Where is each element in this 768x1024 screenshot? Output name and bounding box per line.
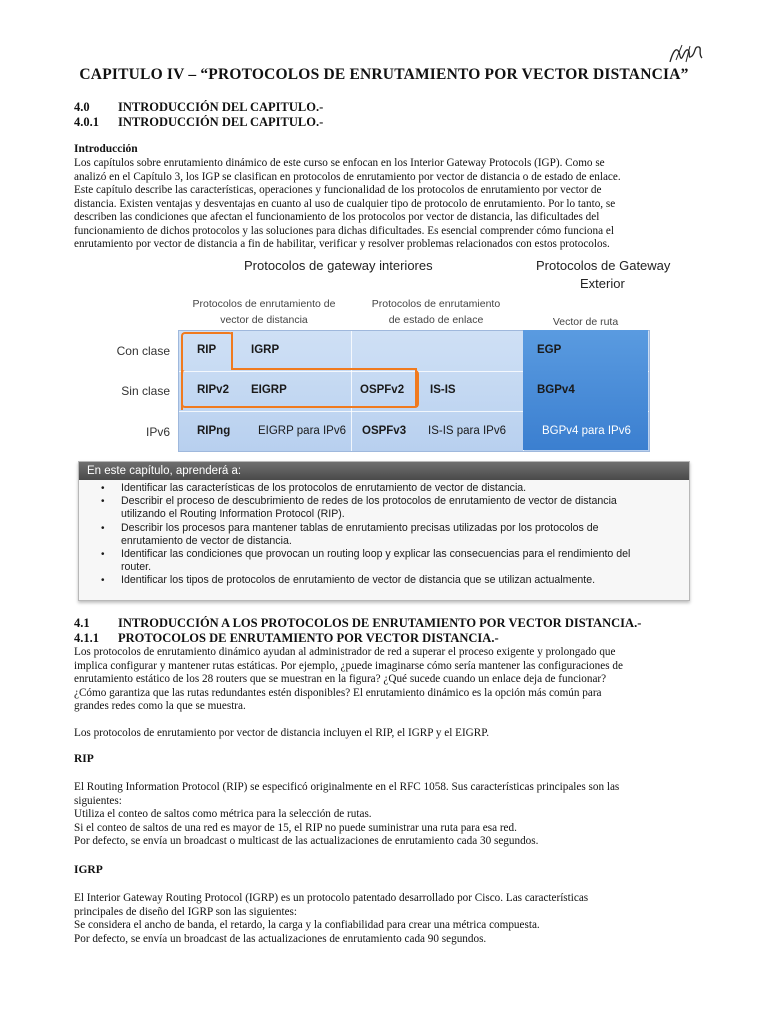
rip-paragraph: El Routing Information Protocol (RIP) se especificó originalmente en el RFC 1058. Sus características principales son las siguientes: Utiliza el conteo de saltos como métrica para la selección de rutas. Si el conteo de saltos de una red es mayor de 15, el RIP no puede suministrar una ruta para esa red. Por defecto, se envía un broadcast o multicast de las actualizaciones de enrutamiento cada 30 segundos.: [74, 781, 620, 847]
cell-bgpv4: BGPv4: [537, 384, 575, 396]
routing-protocols-diagram: [100, 256, 680, 456]
interior-gateway-title: Protocolos de gateway interiores: [244, 258, 433, 273]
cell-isis-ipv6: IS-IS para IPv6: [428, 425, 506, 437]
row-classful-label: Con clase: [116, 344, 170, 358]
section-4-1-heading: 4.1 INTRODUCCIÓN A LOS PROTOCOLOS DE ENRUTAMIENTO POR VECTOR DISTANCIA.-: [74, 616, 642, 630]
cell-egp: EGP: [537, 344, 562, 356]
exterior-gateway-title-line2: Exterior: [580, 276, 625, 291]
paragraph-dynamic-routing: Los protocolos de enrutamiento dinámico ayudan al administrador de red a superar el proceso exigente y prolongado que implica configurar y mantener rutas estáticas. Por ejemplo, ¿puede imaginarse cómo sería mantener las configuraciones de enrutamiento estático de los 28 routers que se muestran en la figura? ¿Qué sucede cuando un enlace deja de funcionar? ¿Cómo garantiza que las rutas redundantes estén disponibles? El enrutamiento dinámico es la opción más común para grandes redes como la que se muestra.: [74, 646, 623, 712]
row-ipv6-label: IPv6: [145, 425, 170, 439]
cell-ripng: RIPng: [197, 425, 231, 437]
objective-item: • Identificar las características de los protocolos de enrutamiento de vector de distancia.: [121, 482, 689, 495]
paragraph-dv-protocols: Los protocolos de enrutamiento por vector de distancia incluyen el RIP, el IGRP y el EIGRP.: [74, 727, 489, 739]
intro-paragraph: Los capítulos sobre enrutamiento dinámico de este curso se enfocan en los Interior Gateway Protocols (IGP). Como se analizó en el Capítulo 3, los IGP se clasifican en protocolos de enrutamiento por vector de distancia o de estado de enlace. Este capítulo describe las características, operaciones y funcionalidad de los protocolos de enrutamiento por vector de distancia. Existen ventajas y desventajas en cuanto al uso de cualquier tipo de protocolo de enrutamiento. Por lo tanto, se describen las condiciones que afectan el funcionamiento de los protocolos por vector de distancia, las dificultades del funcionamiento de dichos protocolos y las soluciones para dichas dificultades. Es esencial comprender cómo funciona el enrutamiento por vector de distancia a fin de habilitar, verificar y resolver problemas relacionados con estos protocolos.: [74, 157, 621, 250]
column-path-vector-header: Vector de ruta: [552, 316, 619, 328]
objective-item: • Identificar los tipos de protocolos de enrutamiento de vector de distancia que se utilizan actualmente.: [121, 574, 689, 587]
chapter-objectives-box: [78, 461, 690, 601]
section-4-0-heading: 4.0 INTRODUCCIÓN DEL CAPITULO.-: [74, 100, 324, 114]
objective-item: • Describir los procesos para mantener tablas de enrutamiento precisas utilizadas por los protocolos de enrutamiento de vector de distancia.: [121, 522, 689, 548]
cell-bgpv4-ipv6: BGPv4 para IPv6: [542, 425, 631, 437]
exterior-gateway-title-line1: Protocolos de Gateway: [536, 258, 671, 273]
row-classless-label: Sin clase: [121, 384, 170, 398]
section-4-0-1-heading: 4.0.1 INTRODUCCIÓN DEL CAPITULO.-: [74, 115, 324, 129]
cell-eigrp: EIGRP: [251, 384, 287, 396]
signature-mark: [668, 42, 704, 66]
objectives-header: En este capítulo, aprenderá a:: [79, 462, 689, 480]
intro-heading: Introducción: [74, 143, 138, 155]
igrp-paragraph: El Interior Gateway Routing Protocol (IGRP) es un protocolo patentado desarrollado por Cisco. Las características principales de diseño del IGRP son las siguientes: Se considera el ancho de banda, el retardo, la carga y la confiabilidad para crear una métrica compuesta. Por defecto, se envía un broadcast de las actualizaciones de enrutamiento cada 90 segundos.: [74, 892, 589, 945]
objective-item: • Identificar las condiciones que provocan un routing loop y explicar las consecuencias para el rendimiento del router.: [121, 548, 689, 574]
cell-rip: RIP: [197, 344, 217, 356]
cell-ripv2: RIPv2: [197, 384, 229, 396]
column-distance-vector-header: Protocolos de enrutamiento de vector de distancia: [192, 298, 336, 326]
cell-igrp: IGRP: [251, 344, 280, 356]
igrp-heading: IGRP: [74, 864, 103, 876]
cell-isis: IS-IS: [430, 384, 456, 396]
cell-ospfv2: OSPFv2: [360, 384, 405, 396]
column-link-state-header: Protocolos de enrutamiento de estado de enlace: [371, 298, 501, 326]
cell-ospfv3: OSPFv3: [362, 425, 407, 437]
section-4-1-1-heading: 4.1.1 PROTOCOLOS DE ENRUTAMIENTO POR VECTOR DISTANCIA.-: [74, 631, 499, 645]
cell-eigrp-ipv6: EIGRP para IPv6: [258, 425, 346, 437]
objective-item: • Describir el proceso de descubrimiento de redes de los protocolos de enrutamiento de vector de distancia utilizando el Routing Information Protocol (RIP).: [121, 495, 689, 521]
rip-heading: RIP: [74, 753, 94, 765]
chapter-title: CAPITULO IV – “PROTOCOLOS DE ENRUTAMIENTO POR VECTOR DISTANCIA”: [79, 66, 689, 83]
